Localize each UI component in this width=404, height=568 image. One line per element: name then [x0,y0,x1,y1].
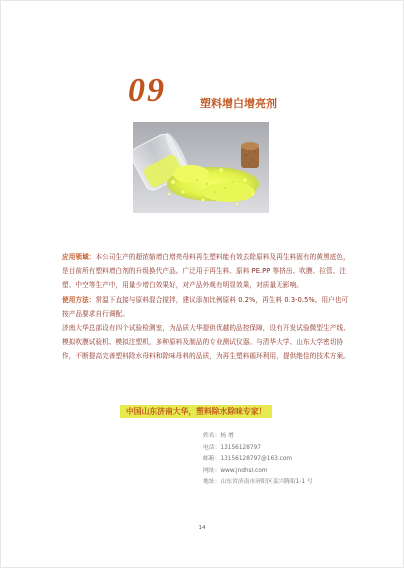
contact-phone: 电话：13156128797 [203,444,261,451]
contact-name: 姓名：杨 增 [203,433,234,439]
section-title: 塑料增白增亮剂 [200,97,277,110]
usage-text: 本公司生产的超浓缩增白增亮母料再生塑料能有效去除原料及再生料固有的黄黑底色，是目前所有塑料增白剂的升级换代产品。广泛用于再生料、原料 PE.PP 等挤出、吹膜、拉管、注塑、中空等生产中，用量少增白效果好，对产品外观有明显效果，对质量无影响。 [62,253,350,290]
product-photo [133,122,269,213]
contact-address: 地址：山东省济南市济阳区姜兴腾街1-1 号 [203,479,313,486]
slogan-banner: 中国山东济南大华，塑料除水除味专家！ [120,405,272,418]
method-text: 常温下直接与原料混合搅拌，建议添加比例原料 0.2%，再生料 0.3-0.5%。用户也可按产品要求自行调配。 [62,295,349,318]
usage-label: 应用领域： [62,253,96,261]
contact-email: 邮箱：13156128797@163.com [203,456,293,463]
contact-website: 网址：www.jndhsl.com [203,467,268,474]
page-number: 14 [198,525,206,531]
method-label: 使用方法： [62,295,96,304]
about-text: 济南大华总部设有四个试验检测室，为品质大华提供优越的品控保障，设有开发试验微型生产线、模拟吹膜试验机、模拟注塑机，多种原料及制品的专业测试仪器。与清华大学、山东大学密切协作，不断提高完善塑料除水母料和除味母料的品质，为再生塑料循环利用，提供绝佳的技术方案。 [62,324,350,361]
section-number: 09 [128,72,166,109]
contact-block [203,431,313,489]
about-paragraph [62,321,350,364]
method-paragraph [62,293,350,321]
content-block [62,250,350,364]
usage-paragraph [62,250,350,293]
